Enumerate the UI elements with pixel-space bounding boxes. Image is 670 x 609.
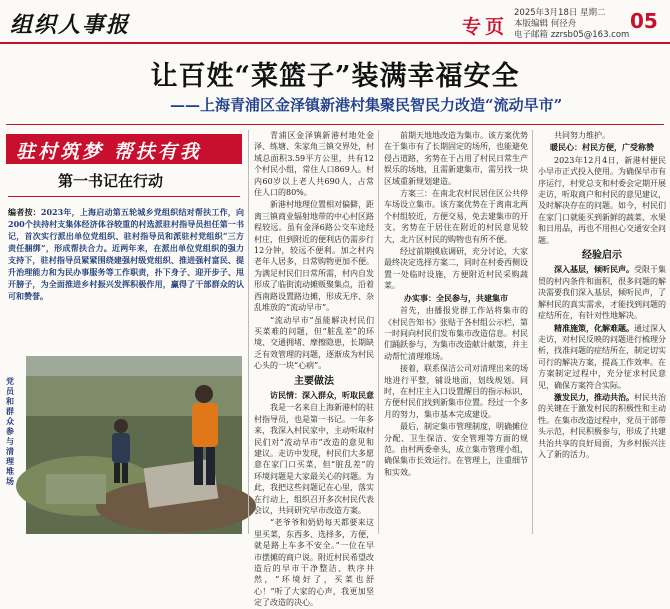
paragraph: 青浦区金泽镇新港村地处金泽、练塘、朱家角三镇交界处，村域总面积3.59平方公里，共有12个村民小组，常住人口869人。村内60岁以上老人共690人，占常住人口的80%。	[254, 131, 374, 198]
paragraph: “老爷爷和奶奶每天都要来这里买菜，东西多、选择多，方便，就是路上车多不安全。”一位在早市摆摊的商户说。附近村民希望改造后的早市干净整洁、秩序井然，“环境好了，买菜也舒心！”听了大家的心声，我更加坚定了改造的决心。	[254, 518, 374, 608]
lead-paragraph: 暖民心：村民方便，广受称赞	[550, 142, 654, 153]
lead-paragraph: 访民情：深入群众，听取民意	[270, 389, 374, 400]
section-label: 专页	[462, 16, 509, 38]
paragraph: 通过深入走访，对村民反映的问题进行梳理分析，找准问题的症结所在，制定切实可行的解决方案，提高工作效率。在方案制定过程中，充分征求村民意见，确保方案符合实际。	[538, 323, 666, 390]
paragraph: 前期天地地改造为集市。该方案优势在于集市有了长期固定的场所，也能避免侵占道路，劣势在于占用了村民日常生产娱乐的场地，且需新建集市，需另找一块区域重新规划建造。	[384, 131, 528, 186]
lead-phrase: 精准施策，化解难题。	[554, 322, 634, 333]
photo-caption: 党员和群众参与清理堆场	[6, 376, 14, 486]
paragraph: 共同努力维护。	[554, 131, 610, 140]
email-line: 电子邮箱 zzrsb05@163.com	[514, 30, 630, 40]
editor-note-lead: 编者按：	[8, 207, 41, 217]
lead-phrase: 深入基层，倾听民声。	[554, 264, 634, 275]
lead-phrase: 激发民力，推动共治。	[554, 391, 634, 402]
editor-note-text: 2023年，上海启动第五轮城乡党组织结对帮扶工作，向200个扶持村支集体经济体谷较重的村选派驻村指导员担任第一书记，首次实行派出单位党组织、驻村指导员和派驻村党组织“三方责任捆绑”，形成帮扶合力。近两年来，在派出单位党组织的强力支持下，驻村指导员紧紧围绕建强村级党组织、推进强村富民、提升治理能力和为民办事服务等工作职责，扑下身子、迎开步子、甩开膀子，为全面推进乡村振兴发挥积极作用，赢得了干部群众的认可和赞誉。	[8, 207, 245, 301]
lead-paragraph: 办实事：全民参与，共建集市	[404, 292, 508, 303]
paragraph: 村民共治的关键在于激发村民的积极性和主动性。在集市改造过程中，党员干部带头示范，村民积极参与，形成了共建共治共享的良好局面，为乡村振兴注入了新的活力。	[538, 392, 666, 459]
paragraph: 2023年12月4日，新港村便民小早市正式投入使用。为确保早市有序运行，村党总支和村委会定期开展走访，听取商户和村民的意见建议，及时解决存在的问题。如今，村民们在家门口就能买到新鲜的蔬菜、水果和日用品，再也不用担心交通安全问题。	[538, 155, 666, 245]
editor-note	[8, 206, 244, 302]
section-heading: 主要做法	[294, 375, 334, 387]
editor-line: 本版编辑 何径舟	[514, 19, 577, 29]
issue-info	[514, 8, 629, 41]
paragraph: 接着，联系保洁公司对清理出来的场地进行平整，铺设地面，划线规划。同时，在村庄主入口设置醒目的指示标识，方便村民们找到新集市位置。经过一个多月的努力，集市基本完成建设。	[384, 364, 528, 419]
headline: 让百姓“菜篮子”装满幸福安全	[150, 61, 520, 92]
news-photo	[26, 356, 242, 534]
paragraph: “流动早市”虽能解决村民们买菜难的问题，但“脏乱差”的环境、交通拥堵、摩擦隐患，长期缺乏有效管理的问题，逐渐成为村民心头的一块“心病”。	[254, 315, 374, 371]
paper-title: 组织人事报	[10, 12, 131, 38]
paragraph: 经过前期摸底调研，充分讨论，大家最终决定选择方案二，同时在村委西侧设置一处临时设施，方便附近村民采购蔬菜。	[384, 247, 528, 291]
column-rule	[532, 130, 533, 534]
subheadline: ——上海青浦区金泽镇新港村集聚民智民力改造“流动早市”	[170, 96, 563, 114]
photo-illustration	[26, 356, 242, 534]
column-banner-text: 驻村筑梦 帮扶有我	[16, 141, 202, 163]
section-heading: 经验启示	[582, 250, 622, 262]
paragraph: 受限于集贸的村内条件和面积，很多问题的解决需要我们深入基层，倾听民声，了解村民的真实需求，才能找到问题的症结所在，有针对性地解决。	[538, 265, 666, 321]
paragraph: 最后，制定集市管理制度，明确摊位分配、卫生保洁、安全管理等方面的规范。由村两委牵头，成立集市管理小组，确保集市长效运行。在管理上，注重细节和实效。	[384, 422, 528, 477]
paragraph: 我是一名来自上海新港村的驻村指导员，也是第一书记。一年多来，我深入村民家中，主动听取村民们对“流动早市”改造的意见和建议。走访中发现，村民们大多愿意在家门口买菜，但“脏乱差”的环境问题是大家最关心的问题。为此，我把这些问题记在心里，落实在行动上，组织召开多次村民代表会议，共同研究早市改造方案。	[254, 403, 374, 515]
article-column-3	[384, 130, 528, 534]
headline-divider	[6, 124, 664, 125]
paragraph: 方案三：在南北农村民居住区公共停车场设立集市。该方案优势在于离南北两个村组较近，方便交易，免去建集市的开支。劣势在于居住在附近的村民意见较大，北片区村民的购物也有所不便。	[384, 189, 528, 244]
article-column-4	[538, 130, 666, 534]
column-title: 第一书记在行动	[58, 172, 164, 190]
column-divider	[8, 196, 240, 197]
date-line: 2025年3月18日 星期二	[514, 8, 606, 18]
page-number: 05	[630, 9, 658, 33]
paragraph: 首先，由播报党群工作站将集市的《村民告知书》张贴于各村组公示栏，第一时间向村民们发布集市改造信息。村民们踊跃参与，为集市改造献计献策，并主动帮忙清理堆场。	[384, 306, 528, 361]
column-banner	[6, 134, 242, 164]
column-rule	[378, 130, 379, 534]
masthead	[0, 0, 670, 44]
column-rule	[248, 130, 249, 534]
article-column-2	[254, 130, 374, 608]
paragraph: 新港村地理位置相对偏僻，距离三镇商业辐射地带的中心村区路程较远。虽有金泽6路公交车途经村庄，但到附近的便利店仍需步行12分钟，较远不便利。加之村内老年人居多，日常购物更加不便。为满足村民们日常所需，村内自发形成了临街流动摊贩聚集点，沿着西南路设置路边摊，形成无序、杂乱堆放的“流动早市”。	[254, 200, 374, 313]
